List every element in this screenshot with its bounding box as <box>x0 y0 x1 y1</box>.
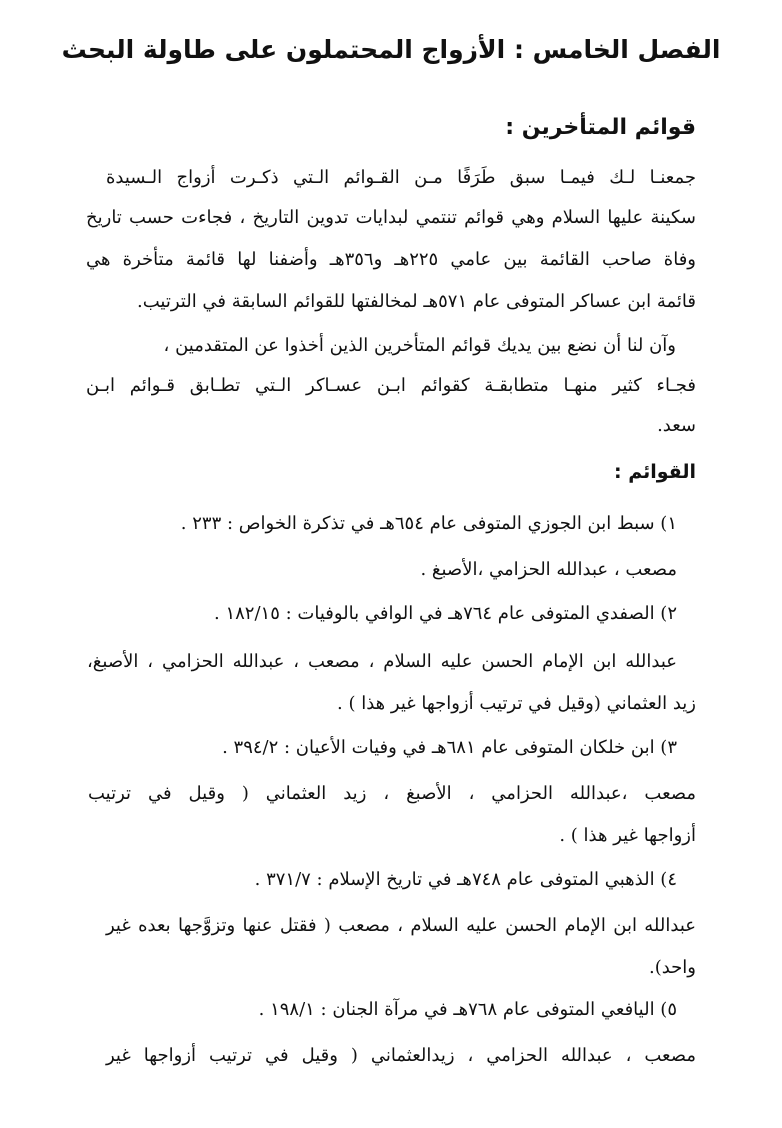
chapter-title: الفصل الخامس : الأزواج المحتملون على طاولة البحث <box>61 35 721 64</box>
entry-3-content-line-1: مصعب ،عبدالله الحزامي ، الأصبغ ، زيد العثماني ( وقيل في ترتيب <box>88 783 696 804</box>
intro-p2-line-1: وآن لنا أن نضع بين يديك قوائم المتأخرين الذين أخذوا عن المتقدمين ، <box>163 335 676 356</box>
intro-p1-line-4: قائمة ابن عساكر المتوفى عام ٥٧١هـ لمخالفتها للقوائم السابقة في الترتيب. <box>137 291 696 312</box>
entry-2-content-line-2: زيد العثماني (وقيل في ترتيب أزواجها غير هذا ) . <box>337 693 696 714</box>
entry-5-source: ٥) اليافعي المتوفى عام ٧٦٨هـ في مرآة الجنان : ١٩٨/١ . <box>258 999 677 1020</box>
entry-4-source: ٤) الذهبي المتوفى عام ٧٤٨هـ في تاريخ الإسلام : ٣٧١/٧ . <box>254 869 677 890</box>
entry-2-source: ٢) الصفدي المتوفى عام ٧٦٤هـ في الوافي بالوفيات : ١٨٢/١٥ . <box>214 603 677 624</box>
list-heading: القوائم : <box>614 461 696 483</box>
entry-4-content-line-1: عبدالله ابن الإمام الحسن عليه السلام ، مصعب ( فقتل عنها وتزوَّجها بعده غير <box>106 915 696 936</box>
entry-4-content-line-2: واحد). <box>648 957 696 978</box>
entry-5-content-line-1: مصعب ، عبدالله الحزامي ، زيدالعثماني ( وقيل في ترتيب أزواجها غير <box>106 1045 696 1066</box>
intro-p1-line-2: سكينة عليها السلام وهي قوائم تنتمي لبدايات تدوين التاريخ ، فجاءت حسب تاريخ <box>86 207 696 228</box>
entry-1-source: ١) سبط ابن الجوزي المتوفى عام ٦٥٤هـ في تذكرة الخواص : ٢٣٣ . <box>180 513 677 534</box>
intro-p2-line-2: فجـاء كثير منهـا متطابقـة كقوائم ابـن عسـاكر الـتي تطـابق قـوائم ابـن <box>86 375 696 396</box>
entry-3-source: ٣) ابن خلكان المتوفى عام ٦٨١هـ في وفيات الأعيان : ٣٩٤/٢ . <box>222 737 677 758</box>
entry-1-content-line-1: مصعب ، عبدالله الحزامي ،الأصبغ . <box>420 559 677 580</box>
intro-p2-line-3: سعد. <box>657 415 696 436</box>
intro-p1-line-3: وفاة صاحب القائمة بين عامي ٢٢٥هـ و٣٥٦هـ وأضفنا لها قائمة متأخرة هي <box>86 249 696 270</box>
entry-2-content-line-1: عبدالله ابن الإمام الحسن عليه السلام ، مصعب ، عبدالله الحزامي ، الأصبغ، <box>87 651 677 672</box>
intro-p1-line-1: جمعنـا لـك فيمـا سبق طَرَفًا مـن القـوائم الـتي ذكـرت أزواج الـسيدة <box>106 167 696 188</box>
entry-3-content-line-2: أزواجها غير هذا ) . <box>559 825 696 846</box>
section-heading: قوائم المتأخرين : <box>505 115 696 140</box>
